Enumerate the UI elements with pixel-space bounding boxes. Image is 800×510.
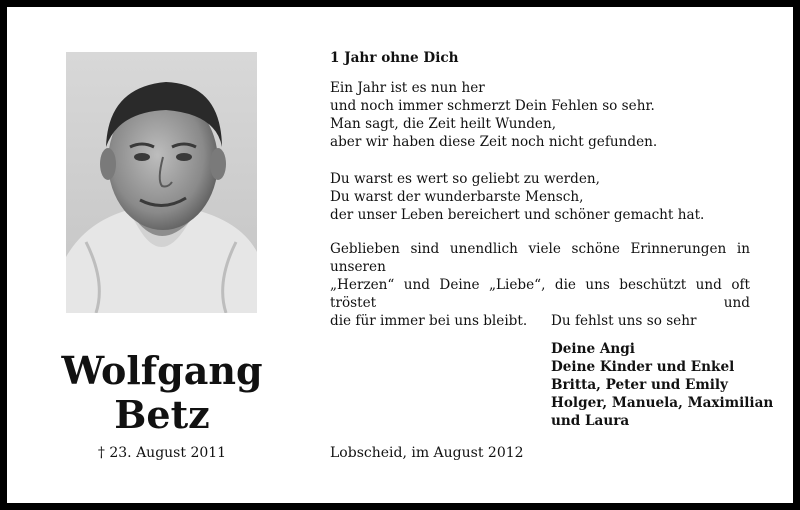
poem-stanza-1	[330, 79, 750, 151]
poem-line: und noch immer schmerzt Dein Fehlen so sehr.	[330, 98, 655, 114]
signature-block	[551, 312, 773, 430]
poem-line: Ein Jahr ist es nun her	[330, 80, 485, 96]
obituary-card	[7, 7, 793, 503]
signature-name: Deine Angi	[551, 341, 635, 357]
poem-stanza-2	[330, 170, 750, 224]
portrait-image	[66, 52, 257, 313]
signature-names	[551, 340, 773, 430]
signature-intro: Du fehlst uns so sehr	[551, 313, 697, 329]
poem-line: Du warst der wunderbarste Mensch,	[330, 189, 584, 205]
signature-name: und Laura	[551, 413, 630, 429]
poem-line: die für immer bei uns bleibt.	[330, 313, 528, 329]
portrait-photo	[66, 52, 257, 313]
poem-line: Geblieben sind unendlich viele schöne Erinnerungen in unseren	[330, 241, 750, 275]
poem-line: Man sagt, die Zeit heilt Wunden,	[330, 116, 557, 132]
signature-name: Britta, Peter und Emily	[551, 377, 728, 393]
poem-line: „Herzen“ und Deine „Liebe“, die uns beschützt und oft tröstet und	[330, 277, 750, 311]
last-name: Betz	[114, 392, 210, 437]
first-name: Wolfgang	[61, 348, 263, 393]
deceased-name	[57, 349, 267, 437]
death-date: † 23. August 2011	[97, 445, 227, 461]
poem-line: der unser Leben bereichert und schöner gemacht hat.	[330, 207, 705, 223]
signature-name: Deine Kinder und Enkel	[551, 359, 735, 375]
poem-line: aber wir haben diese Zeit noch nicht gefunden.	[330, 134, 658, 150]
signature-name: Holger, Manuela, Maximilian	[551, 395, 774, 411]
poem-heading: 1 Jahr ohne Dich	[330, 50, 459, 66]
poem-line: Du warst es wert so geliebt zu werden,	[330, 171, 600, 187]
place-date: Lobscheid, im August 2012	[330, 445, 524, 461]
